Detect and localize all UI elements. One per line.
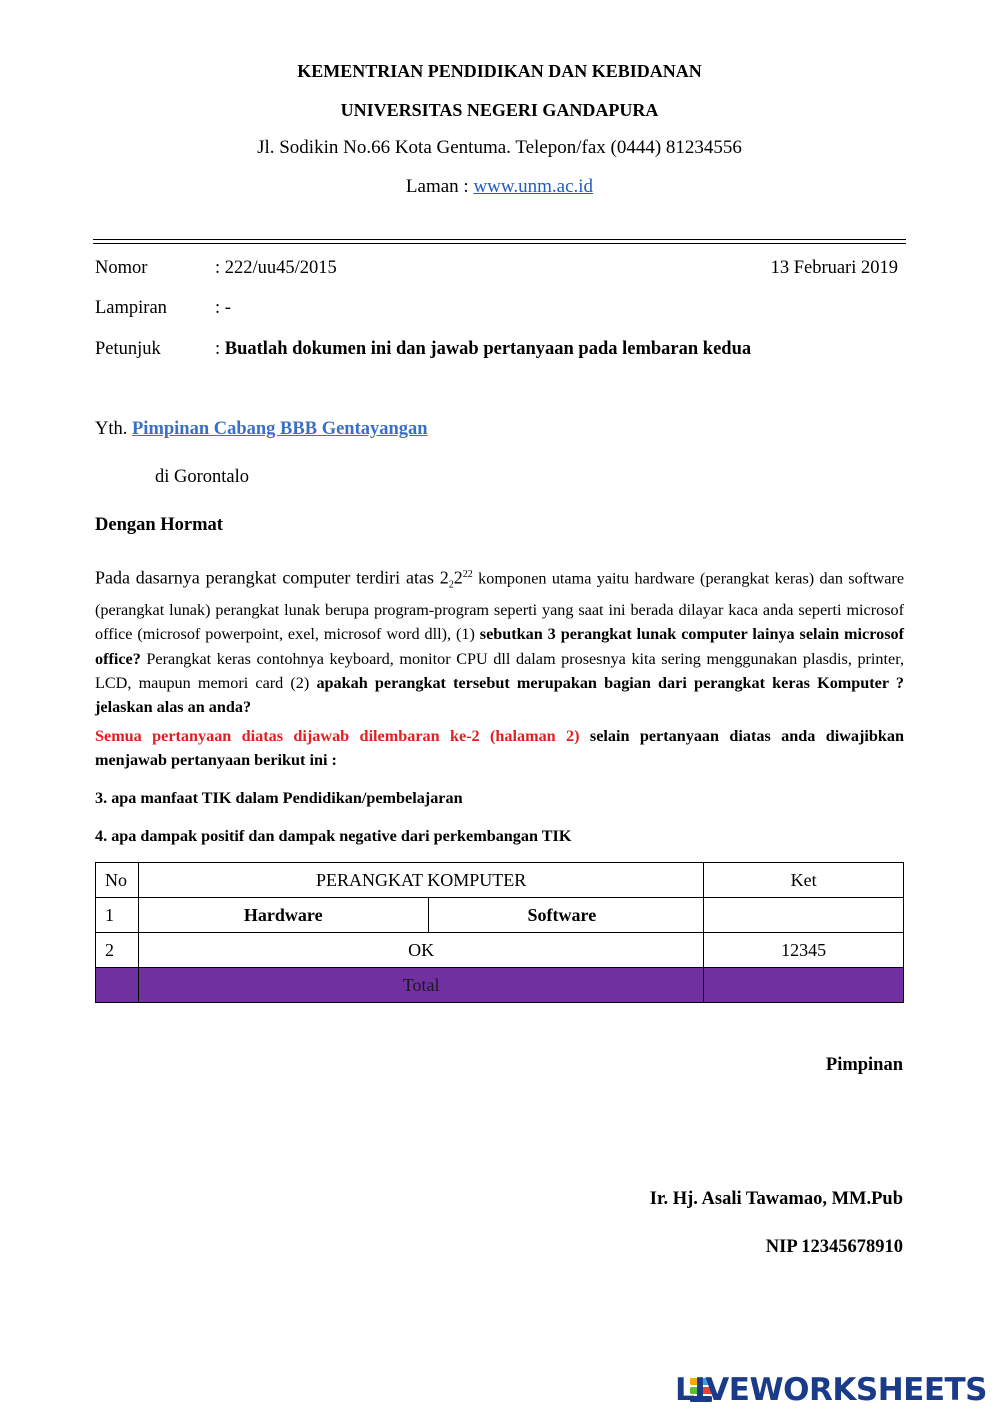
total-ket [704, 968, 904, 1003]
row2-value: OK [138, 933, 703, 968]
header-divider [93, 239, 906, 240]
table-row [96, 898, 904, 933]
website-line [0, 176, 999, 198]
recipient-line [95, 419, 428, 440]
petunjuk-line [215, 339, 751, 360]
header-ket: Ket [704, 863, 904, 898]
question-3: 3. apa manfaat TIK dalam Pendidikan/pembelajaran [95, 789, 463, 807]
body-rest: komponen utama yaitu hardware (perangkat keras) dan software (perangkat lunak) perangkat lunak berupa program-program seperti yang saat ini berada dilayar kaca anda seperti microsof office (microsof powerpoint, exel, microsof word dll), (1) [95, 569, 905, 644]
instruction-rest: selain pertanyaan diatas anda diwajibkan menjawab pertanyaan berikut ini : [95, 727, 904, 770]
question-4: 4. apa dampak positif dan dampak negative dari perkembangan TIK [95, 827, 572, 845]
ministry-title: KEMENTRIAN PENDIDIKAN DAN KEBIDANAN [297, 61, 702, 81]
signature-title: Pimpinan [825, 1055, 903, 1075]
question-1: sebutkan 3 perangkat lunak computer lainya selain microsof office? [95, 625, 904, 668]
row1-ket [704, 898, 904, 933]
lampiran-label: Lampiran [95, 298, 167, 318]
row1-no: 1 [96, 898, 139, 933]
website-link[interactable]: www.unm.ac.id [473, 176, 594, 197]
table-header-row [96, 863, 904, 898]
address-line: Jl. Sodikin No.66 Kota Gentuma. Telepon/fax (0444) 81234556 [257, 137, 742, 158]
total-label: Total [138, 968, 703, 1003]
nomor-value: : 222/uu45/2015 [215, 258, 337, 278]
recipient-prefix: Yth. [95, 419, 132, 439]
signature-name: Ir. Hj. Asali Tawamao, MM.Pub [649, 1189, 903, 1209]
total-row [96, 968, 904, 1003]
table-row [96, 933, 904, 968]
body-lead: Pada dasarnya perangkat computer terdiri atas 2 [95, 567, 449, 588]
website-label: Laman : [405, 176, 474, 197]
nomor-label: Nomor [95, 258, 148, 278]
header-no: No [96, 863, 139, 898]
lampiran-value: : - [215, 298, 231, 318]
header-perangkat: PERANGKAT KOMPUTER [138, 863, 703, 898]
instruction-paragraph [95, 724, 904, 773]
petunjuk-colon: : [215, 339, 225, 359]
row2-no: 2 [96, 933, 139, 968]
greeting: Dengan Hormat [95, 515, 223, 535]
row1-software: Software [428, 898, 704, 933]
university-title: UNIVERSITAS NEGERI GANDAPURA [340, 100, 659, 120]
device-table [95, 862, 904, 1003]
body-sup: 22 [462, 569, 473, 580]
row1-hardware: Hardware [138, 898, 428, 933]
body-after: Perangkat keras contohnya keyboard, monitor CPU dll dalam prosesnya kita sering menggunakan plasdis, printer, LCD, maupun memori card (2) [95, 649, 904, 692]
recipient-name[interactable]: Pimpinan Cabang BBB Gentayangan [132, 419, 428, 439]
body-sub: 2 [448, 579, 454, 591]
body-mid: 2 [453, 567, 463, 588]
petunjuk-value: Buatlah dokumen ini dan jawab pertanyaan pada lembaran kedua [224, 339, 752, 359]
body-paragraph [95, 563, 904, 719]
letter-date: 13 Februari 2019 [770, 258, 898, 278]
header-divider-second [93, 243, 906, 244]
petunjuk-label: Petunjuk [95, 339, 161, 359]
instruction-red: Semua pertanyaan diatas dijawab dilembaran ke-2 (halaman 2) [95, 727, 580, 745]
question-2: apakah perangkat tersebut merupakan bagian dari perangkat keras Komputer ? jelaskan alas an anda? [95, 673, 904, 717]
liveworksheets-watermark: LIVEWORKSHEETS [675, 1372, 987, 1408]
recipient-location: di Gorontalo [155, 467, 250, 487]
signature-nip: NIP 12345678910 [765, 1237, 903, 1257]
row2-ket: 12345 [704, 933, 904, 968]
total-no [96, 968, 139, 1003]
